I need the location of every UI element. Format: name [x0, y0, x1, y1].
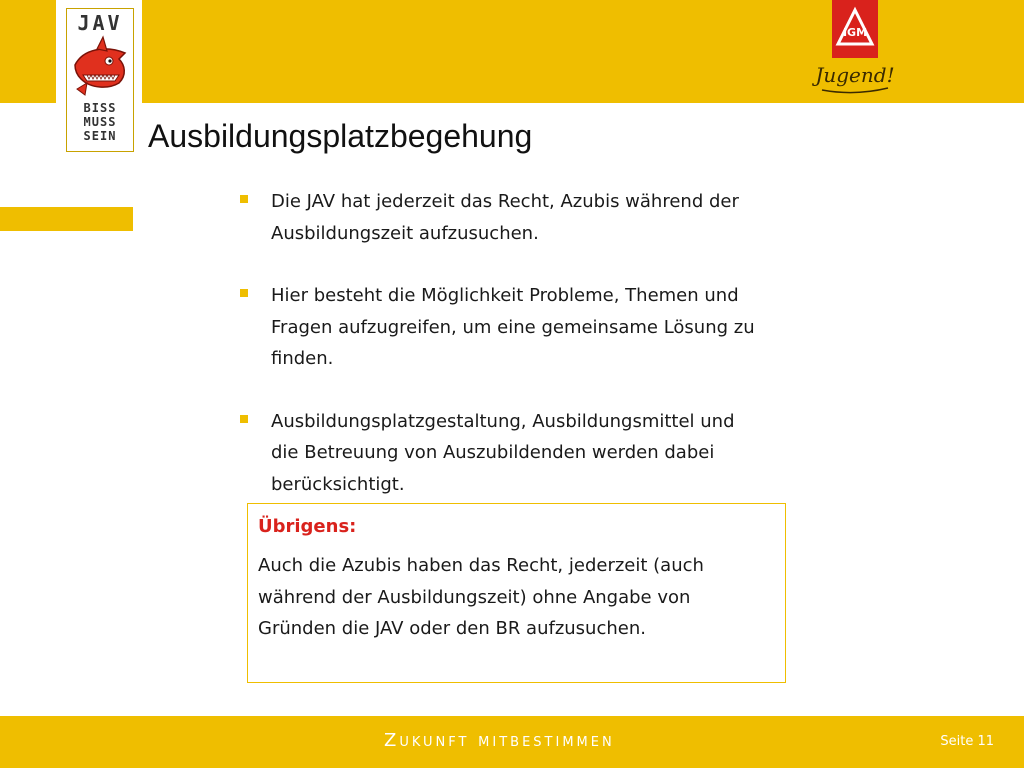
- jav-logo: [66, 8, 134, 152]
- bullet-square-icon: [240, 415, 248, 423]
- footer-slogan: Zukunft mitbestimmen: [384, 730, 615, 751]
- shark-icon: [69, 35, 133, 99]
- jav-logo-line-3: SEIN: [83, 129, 117, 143]
- list-item: [240, 280, 760, 375]
- jav-logo-line-2: MUSS: [83, 115, 117, 129]
- jav-logo-line-1: BISS: [83, 101, 117, 115]
- bullet-list: [240, 186, 760, 531]
- igm-logo-tagline: Jugend!: [815, 63, 895, 87]
- bullet-text: Ausbildungsplatzgestaltung, Ausbildungsmittel und die Betreuung von Auszubildenden werden dabei berücksichtigt.: [271, 410, 735, 495]
- bullet-square-icon: [240, 195, 248, 203]
- list-item: [240, 186, 760, 249]
- page-title: Ausbildungsplatzbegehung: [148, 118, 533, 154]
- bullet-text: Hier besteht die Möglichkeit Probleme, Themen und Fragen aufzugreifen, um eine gemeinsame Lösung zu finden.: [271, 285, 755, 369]
- note-box: [247, 503, 786, 683]
- accent-bar: [0, 207, 133, 231]
- page-number: Seite 11: [940, 734, 994, 749]
- bullet-text: Die JAV hat jederzeit das Recht, Azubis während der Ausbildungszeit aufzusuchen.: [271, 191, 739, 244]
- igm-logo-letters: IGM: [842, 26, 868, 39]
- note-heading: Übrigens:: [258, 516, 357, 537]
- tagline-underline-icon: [822, 88, 888, 93]
- list-item: [240, 406, 760, 501]
- jav-logo-title: JAV: [77, 11, 123, 35]
- note-body: Auch die Azubis haben das Recht, jederzeit (auch während der Ausbildungszeit) ohne Angabe von Gründen die JAV oder den BR aufzusuchen.: [258, 555, 704, 639]
- igm-logo: [810, 0, 900, 100]
- bullet-square-icon: [240, 289, 248, 297]
